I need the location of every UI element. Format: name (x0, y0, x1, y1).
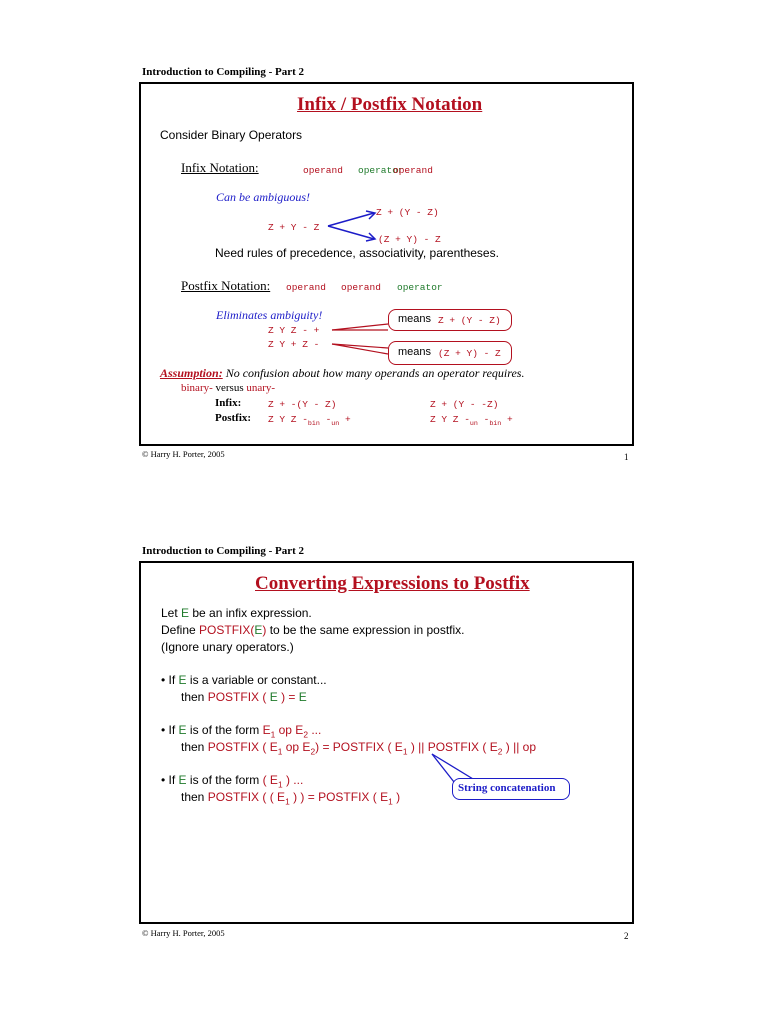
pf2-sub-bin: bin (489, 418, 502, 427)
infix-notation-label: Infix Notation: (181, 160, 259, 175)
sub-2: 2 (310, 746, 316, 757)
e-symbol: E (269, 690, 278, 704)
paren-open: ( (250, 623, 255, 637)
postfix-fn: POSTFIX ( (207, 690, 270, 704)
postfix-token-operator: operator (397, 282, 443, 293)
means-callout-pointers (330, 318, 392, 358)
infix-example-2: Z + (Y - -Z) (430, 399, 499, 410)
postfix-token-operand-1: operand (286, 282, 326, 293)
e-symbol: E (178, 723, 187, 737)
op-e2: op E (282, 740, 311, 754)
infix-token-operand-1: operand (303, 165, 343, 176)
unary-word: unary- (246, 382, 276, 394)
equals-part: ) ) = (289, 790, 319, 804)
postfix-fn: POSTFIX (199, 623, 251, 637)
paren-e1: ( E (262, 773, 278, 787)
rule1-if-line (161, 673, 327, 687)
page1-footer: © Harry H. Porter, 2005 (142, 449, 225, 459)
e1-symbol: E (269, 740, 278, 754)
consider-text: Consider Binary Operators (160, 128, 303, 142)
e1-symbol: E (262, 723, 271, 737)
paren-close: ) (262, 623, 267, 637)
infix-notation-row (181, 160, 259, 176)
rule2-form-text: is of the form (186, 723, 263, 737)
slide1-title: Infix / Postfix Notation (297, 94, 483, 115)
postfix-example-2 (430, 414, 513, 427)
sub-1: 1 (270, 729, 276, 740)
postfix-fn: POSTFIX ( (318, 790, 381, 804)
sub-2: 2 (497, 746, 503, 757)
postfix-fn: POSTFIX ( (427, 740, 490, 754)
e1-symbol: E (380, 790, 389, 804)
pf2-part-c: - (483, 414, 490, 425)
assumption-text: No confusion about how many operands an operator requires. (225, 366, 525, 380)
postfix-token-operand-2: operand (341, 282, 381, 293)
pf2-sub-un: un (469, 418, 478, 427)
binary-unary-line (181, 382, 275, 394)
postfix-notation-label: Postfix Notation: (181, 278, 271, 293)
sub-1: 1 (388, 796, 393, 807)
need-rules-text: Need rules of precedence, associativity, parentheses. (215, 246, 499, 260)
pf1-part-e: + (344, 414, 351, 425)
means-expression-2: (Z + Y) - Z (438, 348, 501, 359)
infix-token-operand-2: operand (393, 165, 433, 176)
page2-header: Introduction to Compiling - Part 2 (142, 545, 305, 557)
pf2-part-a: Z Y Z - (430, 414, 470, 425)
ambiguous-expression: Z + Y - Z (268, 222, 320, 233)
ignore-unary-line: (Ignore unary operators.) (161, 640, 294, 654)
means-label-2: means (398, 346, 432, 358)
ambiguous-note: Can be ambiguous! (216, 190, 310, 204)
assumption-line (160, 366, 524, 381)
concat-part: ) || (502, 740, 523, 754)
infix-example-1: Z + -(Y - Z) (268, 399, 337, 410)
let-word: Let (161, 606, 182, 620)
sub-1: 1 (402, 746, 408, 757)
sub-2: 2 (303, 729, 308, 740)
pf2-part-e: + (506, 414, 513, 425)
postfix-fn: POSTFIX ( ( (207, 790, 278, 804)
ellipsis: ... (307, 723, 322, 737)
pf1-sub-un: un (331, 418, 340, 427)
pf1-sub-bin: bin (307, 418, 320, 427)
then-word: then (181, 790, 208, 804)
bullet-if: • If (161, 673, 179, 687)
ambiguous-alt-1: Z + (Y - Z) (376, 207, 439, 218)
e-symbol: E (178, 673, 187, 687)
postfix-fn: POSTFIX ( (332, 740, 395, 754)
assumption-label: Assumption: (160, 366, 223, 380)
rule2-if-line (161, 723, 321, 739)
rule1-then-line (181, 690, 307, 704)
bullet-if: • If (161, 773, 179, 787)
postfix-fn: POSTFIX ( (207, 740, 270, 754)
concat-part: ) || (407, 740, 428, 754)
sub-1: 1 (277, 779, 283, 790)
rule1-condition: is a variable or constant... (186, 673, 327, 687)
postfix-expression-2: Z Y + Z - (268, 339, 320, 350)
rule3-if-line (161, 773, 303, 789)
postfix-notation-row (181, 278, 270, 294)
e1-symbol: E (277, 790, 286, 804)
means-label-1: means (398, 313, 432, 325)
equals-part: ) = (315, 740, 333, 754)
then-word: then (181, 740, 208, 754)
page2-number: 2 (624, 931, 629, 941)
pf1-part-a: Z Y Z - (268, 414, 308, 425)
define-line (161, 623, 465, 637)
postfix-example-1 (268, 414, 351, 427)
e-symbol: E (298, 690, 307, 704)
page2-footer: © Harry H. Porter, 2005 (142, 928, 225, 938)
eliminates-note: Eliminates ambiguity! (216, 308, 323, 322)
op-e2: op E (275, 723, 304, 737)
e-symbol: E (254, 623, 263, 637)
binary-word: binary- (181, 382, 213, 394)
let-e-line (161, 606, 312, 620)
slide2-title: Converting Expressions to Postfix (255, 573, 530, 594)
e1-symbol: E (394, 740, 403, 754)
ambiguity-arrows (326, 209, 378, 243)
versus-word: versus (215, 382, 244, 394)
define-rest: to be the same expression in postfix. (266, 623, 465, 637)
rule3-then-line (181, 790, 400, 806)
sub-1: 1 (277, 746, 283, 757)
e-symbol: E (178, 773, 187, 787)
bullet-if: • If (161, 723, 179, 737)
sub-1: 1 (285, 796, 290, 807)
close-paren: ) (392, 790, 401, 804)
page1-header: Introduction to Compiling - Part 2 (142, 66, 305, 78)
rule3-form-text: is of the form (186, 773, 263, 787)
op-word: op (522, 740, 537, 754)
equals-part: ) = (277, 690, 299, 704)
e-symbol: E (181, 606, 190, 620)
define-word: Define (161, 623, 200, 637)
infix-row-label: Infix: (215, 397, 242, 409)
infix-token-operator: operator (358, 165, 404, 176)
e2-symbol: E (489, 740, 498, 754)
ambiguous-alt-2: (Z + Y) - Z (378, 234, 441, 245)
close-ellipsis: ) ... (282, 773, 304, 787)
then-word: then (181, 690, 208, 704)
postfix-row-label: Postfix: (215, 412, 252, 424)
string-concat-label: String concatenation (458, 782, 556, 794)
postfix-expression-1: Z Y Z - + (268, 325, 320, 336)
let-rest: be an infix expression. (189, 606, 312, 620)
pf1-part-c: - (325, 414, 332, 425)
means-expression-1: Z + (Y - Z) (438, 315, 501, 326)
page1-number: 1 (624, 452, 629, 462)
